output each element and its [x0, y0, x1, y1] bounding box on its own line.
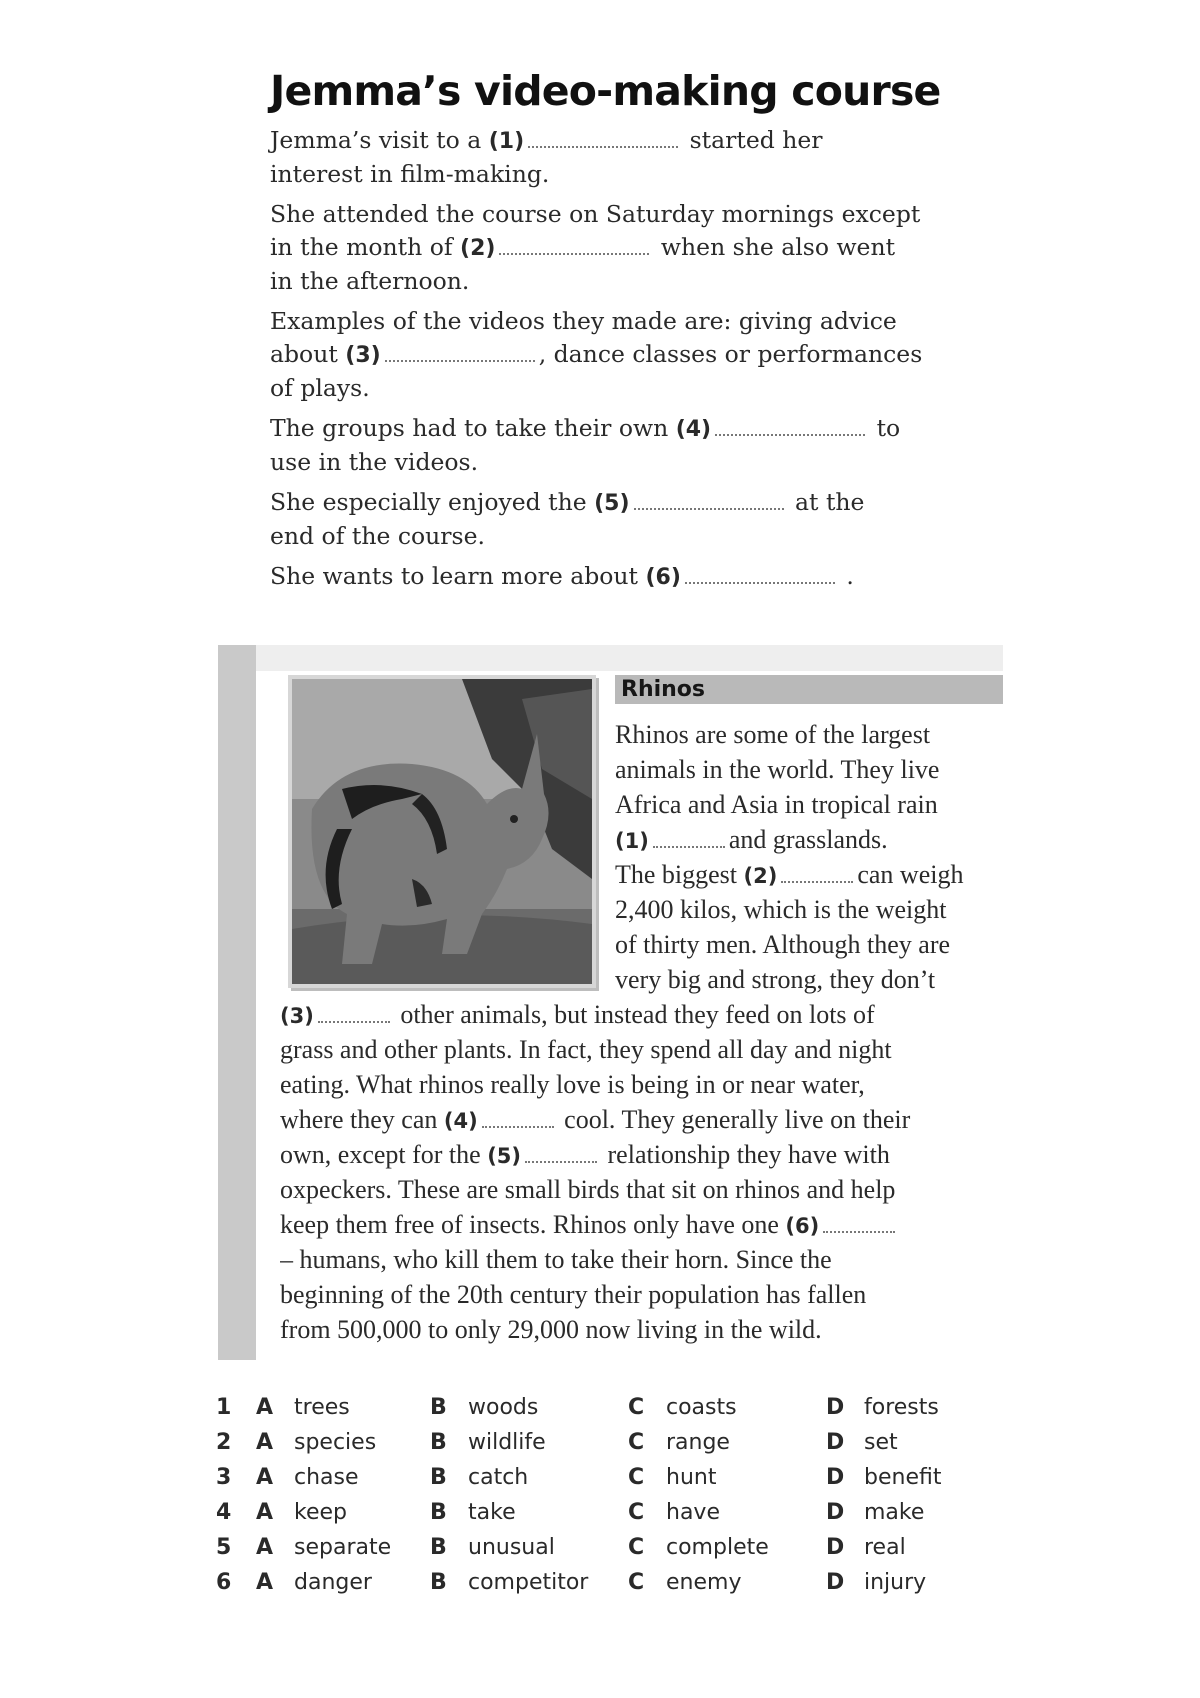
- answer-blank[interactable]: [653, 834, 725, 848]
- article-line: [615, 962, 1003, 997]
- question-text: end of the course.: [270, 522, 485, 550]
- article-line: [280, 1277, 1003, 1312]
- option-a[interactable]: separate: [294, 1535, 392, 1560]
- option-letter-a: A: [256, 1535, 274, 1560]
- option-letter-b: B: [430, 1395, 447, 1420]
- article-line: [280, 1172, 1003, 1207]
- option-letter-d: D: [826, 1570, 845, 1595]
- article-text: of thirty men. Although they are: [615, 930, 951, 959]
- option-letter-a: A: [256, 1430, 274, 1455]
- option-d[interactable]: benefit: [864, 1465, 942, 1490]
- answer-blank[interactable]: [318, 1009, 390, 1023]
- options-row-2: [216, 1425, 1000, 1460]
- option-b[interactable]: wildlife: [468, 1430, 546, 1455]
- question-text: She wants to learn more about: [270, 562, 646, 590]
- question-5: [270, 486, 990, 553]
- answer-blank[interactable]: [525, 1149, 597, 1163]
- article-text: – humans, who kill them to take their horn. Since the: [280, 1245, 832, 1274]
- answer-blank[interactable]: [685, 568, 835, 584]
- question-1: [270, 124, 990, 191]
- article-text: own, except for the: [280, 1140, 488, 1169]
- option-letter-a: A: [256, 1570, 274, 1595]
- question-text: use in the videos.: [270, 448, 479, 476]
- option-d[interactable]: real: [864, 1535, 906, 1560]
- question-text: in the month of: [270, 233, 461, 261]
- article-text: grass and other plants. In fact, they spend all day and night: [280, 1035, 892, 1064]
- article-text: from 500,000 to only 29,000 now living in the wild.: [280, 1315, 822, 1344]
- article-heading-band: [615, 675, 1003, 704]
- rhino-article: [218, 645, 1003, 1360]
- option-letter-b: B: [430, 1570, 447, 1595]
- option-c[interactable]: range: [666, 1430, 730, 1455]
- answer-blank[interactable]: [781, 869, 853, 883]
- question-4: [270, 412, 990, 479]
- article-line: [615, 787, 1003, 822]
- article-text: Rhinos are some of the largest: [615, 720, 931, 749]
- article-text: oxpeckers. These are small birds that sit on rhinos and help: [280, 1175, 896, 1204]
- article-line: [280, 1207, 1003, 1244]
- article-line: [615, 892, 1003, 927]
- jemma-exercise: [270, 64, 990, 601]
- question-text: started her: [682, 126, 823, 154]
- article-text: and grasslands.: [728, 825, 888, 854]
- question-number: (3): [345, 343, 381, 368]
- question-6: [270, 560, 990, 594]
- page-title: Jemma’s video-making course: [270, 67, 941, 115]
- question-text: Jemma’s visit to a: [270, 126, 489, 154]
- question-number: (3): [280, 1004, 314, 1028]
- article-text: 2,400 kilos, which is the weight: [615, 895, 947, 924]
- option-letter-a: A: [256, 1465, 274, 1490]
- answer-blank[interactable]: [499, 239, 649, 255]
- article-line: [280, 1312, 1003, 1347]
- article-text: The biggest: [615, 860, 744, 889]
- option-a[interactable]: trees: [294, 1395, 350, 1420]
- option-d[interactable]: injury: [864, 1570, 927, 1595]
- option-letter-d: D: [826, 1535, 845, 1560]
- option-letter-c: C: [628, 1395, 645, 1420]
- option-number: 3: [216, 1465, 232, 1490]
- article-line: [280, 1032, 1003, 1067]
- answer-blank[interactable]: [715, 420, 865, 436]
- question-number: (5): [487, 1144, 522, 1168]
- option-d[interactable]: set: [864, 1430, 898, 1455]
- question-text: in the afternoon.: [270, 267, 470, 295]
- option-c[interactable]: have: [666, 1500, 720, 1525]
- option-letter-c: C: [628, 1570, 645, 1595]
- article-line: [615, 822, 1003, 859]
- options-row-5: [216, 1530, 1000, 1565]
- option-a[interactable]: species: [294, 1430, 377, 1455]
- article-line: [280, 1242, 1003, 1277]
- option-number: 4: [216, 1500, 232, 1525]
- article-text: other animals, but instead they feed on lots of: [393, 1000, 875, 1029]
- question-text: Examples of the videos they made are: giving advice: [270, 307, 897, 335]
- article-text: can weigh: [857, 860, 964, 889]
- answer-blank[interactable]: [385, 346, 535, 362]
- rhino-illustration: [292, 679, 592, 984]
- answer-blank[interactable]: [634, 494, 784, 510]
- option-a[interactable]: chase: [294, 1465, 359, 1490]
- question-text: She especially enjoyed the: [270, 488, 595, 516]
- option-c[interactable]: complete: [666, 1535, 769, 1560]
- option-letter-c: C: [628, 1500, 645, 1525]
- article-text: relationship they have with: [601, 1140, 890, 1169]
- article-text: keep them free of insects. Rhinos only have one: [280, 1210, 786, 1239]
- answer-blank[interactable]: [482, 1114, 554, 1128]
- question-text: when she also went: [653, 233, 896, 261]
- option-letter-b: B: [430, 1535, 447, 1560]
- question-number: (2): [743, 864, 778, 888]
- article-text: where they can: [280, 1105, 444, 1134]
- option-number: 2: [216, 1430, 232, 1455]
- option-letter-c: C: [628, 1465, 645, 1490]
- question-text: , dance classes or performances: [538, 340, 923, 368]
- option-b[interactable]: take: [468, 1500, 516, 1525]
- option-letter-d: D: [826, 1465, 845, 1490]
- option-letter-a: A: [256, 1395, 274, 1420]
- option-letter-c: C: [628, 1535, 645, 1560]
- option-d[interactable]: make: [864, 1500, 925, 1525]
- question-text: She attended the course on Saturday mornings except: [270, 200, 921, 228]
- question-number: (2): [460, 236, 496, 261]
- question-text: of plays.: [270, 374, 370, 402]
- option-a[interactable]: danger: [294, 1570, 372, 1595]
- question-text: The groups had to take their own: [270, 414, 676, 442]
- decorative-side-bar: [218, 645, 256, 1360]
- option-number: 1: [216, 1395, 232, 1420]
- option-letter-b: B: [430, 1465, 447, 1490]
- option-c[interactable]: hunt: [666, 1465, 717, 1490]
- answer-options-table: [216, 1390, 1000, 1600]
- option-b[interactable]: unusual: [468, 1535, 555, 1560]
- question-number: (5): [594, 491, 630, 516]
- article-text: cool. They generally live on their: [557, 1105, 911, 1134]
- article-line: [280, 1137, 1003, 1174]
- question-2: [270, 198, 990, 298]
- question-text: about: [270, 340, 346, 368]
- article-text: very big and strong, they don’t: [615, 965, 936, 994]
- option-number: 6: [216, 1570, 232, 1595]
- question-number: (1): [488, 129, 525, 154]
- article-heading: Rhinos: [621, 677, 706, 702]
- article-text: animals in the world. They live: [615, 755, 940, 784]
- options-row-6: [216, 1565, 1000, 1600]
- article-line: [280, 997, 1003, 1034]
- question-number: (4): [675, 417, 712, 442]
- option-b[interactable]: catch: [468, 1465, 529, 1490]
- question-text: to: [869, 414, 901, 442]
- question-text: .: [838, 562, 854, 590]
- answer-blank[interactable]: [528, 132, 678, 148]
- article-text: Africa and Asia in tropical rain: [615, 790, 938, 819]
- article-line: [615, 717, 1003, 752]
- option-letter-b: B: [430, 1430, 447, 1455]
- option-letter-b: B: [430, 1500, 447, 1525]
- option-c[interactable]: enemy: [666, 1570, 742, 1595]
- decorative-top-band: [256, 645, 1003, 671]
- options-row-3: [216, 1460, 1000, 1495]
- options-row-1: [216, 1390, 1000, 1425]
- answer-blank[interactable]: [823, 1219, 895, 1233]
- question-number: (1): [615, 829, 649, 853]
- article-line: [280, 1067, 1003, 1102]
- article-line: [280, 1102, 1003, 1139]
- article-line: [615, 927, 1003, 962]
- question-text: interest in film-making.: [270, 160, 550, 188]
- option-d[interactable]: forests: [864, 1395, 939, 1420]
- question-number: (6): [645, 565, 681, 590]
- option-b[interactable]: competitor: [468, 1570, 589, 1595]
- option-number: 5: [216, 1535, 232, 1560]
- option-b[interactable]: woods: [468, 1395, 539, 1420]
- rhino-photo: [288, 675, 596, 988]
- option-letter-d: D: [826, 1500, 845, 1525]
- question-number: (4): [443, 1109, 478, 1133]
- option-letter-d: D: [826, 1430, 845, 1455]
- option-letter-d: D: [826, 1395, 845, 1420]
- article-text: eating. What rhinos really love is being in or near water,: [280, 1070, 865, 1099]
- article-line: [615, 857, 1003, 894]
- question-3: [270, 305, 990, 405]
- article-line: [615, 752, 1003, 787]
- article-text: beginning of the 20th century their population has fallen: [280, 1280, 867, 1309]
- option-letter-a: A: [256, 1500, 274, 1525]
- question-text: at the: [787, 488, 865, 516]
- option-a[interactable]: keep: [294, 1500, 347, 1525]
- question-number: (6): [785, 1214, 820, 1238]
- option-c[interactable]: coasts: [666, 1395, 737, 1420]
- options-row-4: [216, 1495, 1000, 1530]
- option-letter-c: C: [628, 1430, 645, 1455]
